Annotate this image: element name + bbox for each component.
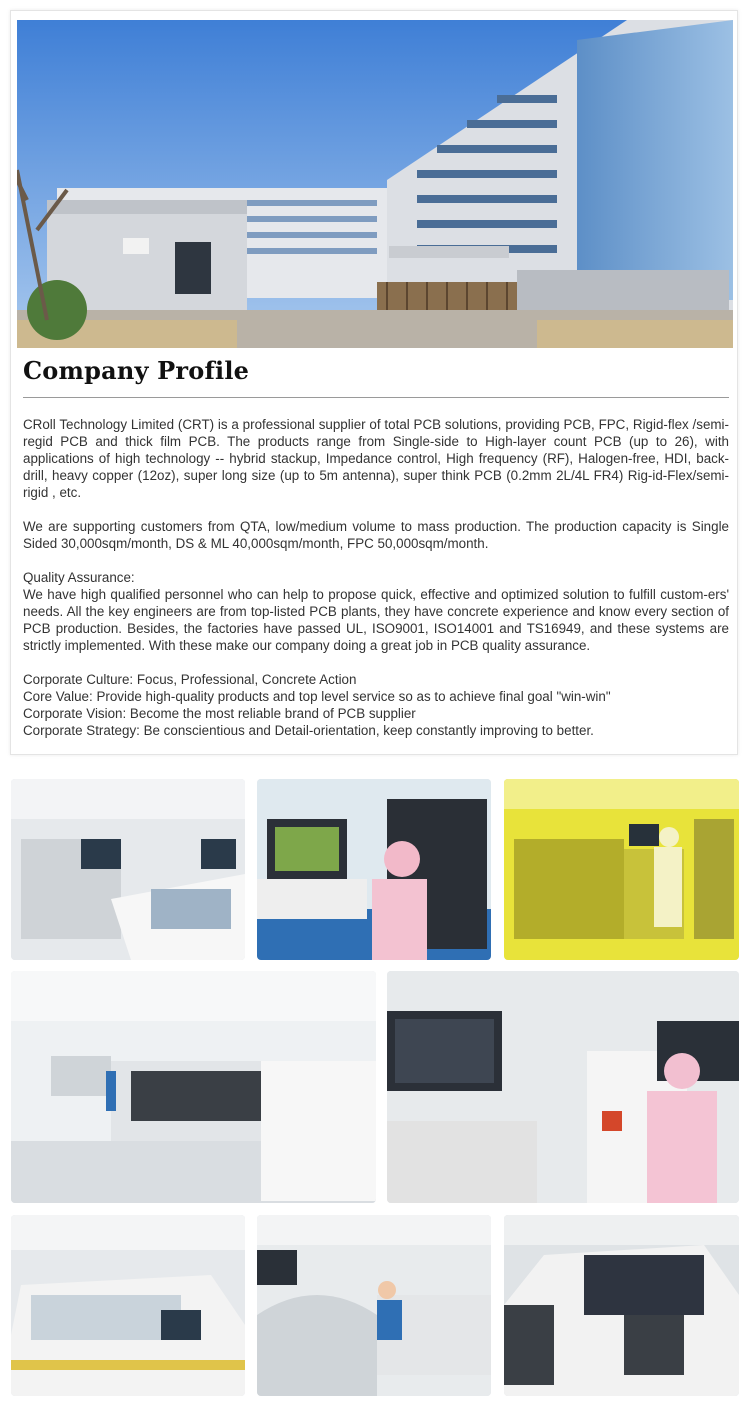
corporate-values — [23, 671, 729, 739]
quality-heading: Quality Assurance: — [23, 570, 135, 585]
corporate-vision: Corporate Vision: Become the most reliable brand of PCB supplier — [23, 706, 416, 721]
page-title: Company Profile — [23, 356, 250, 385]
yellow-cleanroom-photo — [504, 779, 739, 960]
reflow-line-photo — [257, 1215, 491, 1396]
profile-content — [23, 416, 729, 739]
corporate-culture: Corporate Culture: Focus, Professional, Concrete Action — [23, 672, 357, 687]
smt-machine-photo — [11, 779, 245, 960]
quality-paragraph: We have high qualified personnel who can help to propose quick, effective and optimized solution to fulfill custom-ers' needs. All the key engineers are from top-listed PCB plants, they have concrete experience and know every section of PCB production. Besides, the factories have passed UL, ISO9001, ISO14001 and TS16949, and these systems are strictly implemented. With these make our company doing a great job in PCB quality assurance. — [23, 587, 729, 653]
company-profile-card — [10, 10, 738, 755]
title-divider — [23, 397, 729, 398]
inspection-machine-photo — [387, 971, 739, 1203]
capacity-paragraph: We are supporting customers from QTA, low/medium volume to mass production. The production capacity is Single Sided 30,000sqm/month, DS & ML 40,000sqm/month, FPC 50,000sqm/month. — [23, 519, 729, 551]
core-value: Core Value: Provide high-quality products and top level service so as to achieve final goal "win-win" — [23, 689, 611, 704]
factory-building-photo — [17, 20, 733, 348]
smt-production-hall-photo — [11, 971, 376, 1203]
pick-and-place-photo — [504, 1215, 739, 1396]
intro-paragraph: CRoll Technology Limited (CRT) is a professional supplier of total PCB solutions, providing PCB, FPC, Rigid-flex /semi-regid PCB and thick film PCB. The products range from Single-side to High-layer count PCB (up to 26), with applications of high technology -- hybrid stackup, Impedance control, High frequency (RF), Halogen-free, HDI, back-drill, heavy copper (12oz), super long size (up to 5m antenna), super think PCB (0.2mm 2L/4L FR4) Rig-id-Flex/semi-rigid , etc. — [23, 417, 729, 500]
operator-workstation-photo — [257, 779, 491, 960]
corporate-strategy: Corporate Strategy: Be conscientious and Detail-orientation, keep constantly improving to better. — [23, 723, 594, 738]
pcb-conveyor-machine-photo — [11, 1215, 245, 1396]
